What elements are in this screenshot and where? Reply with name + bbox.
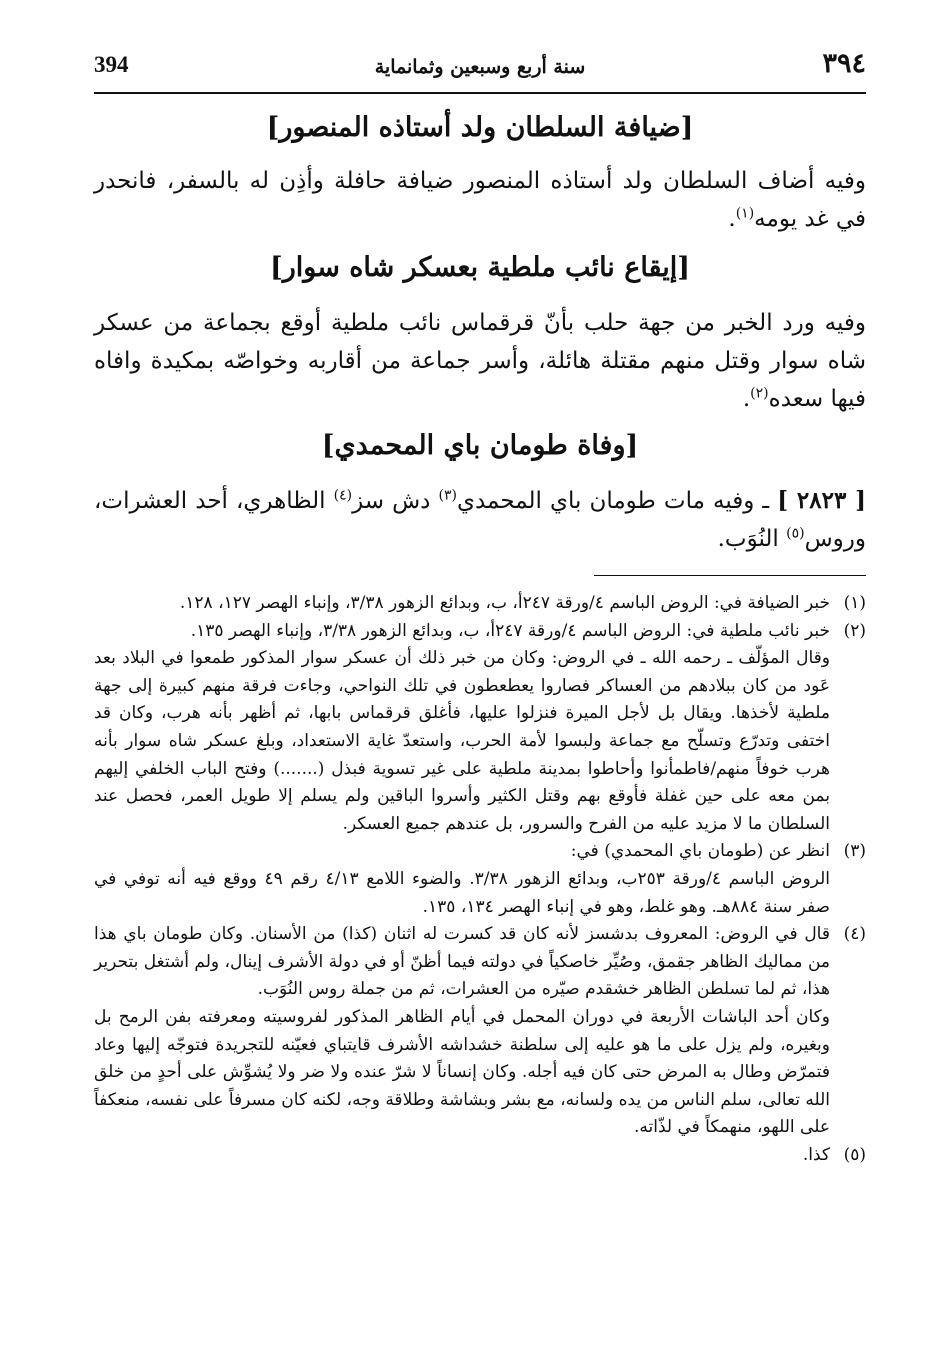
page-header <box>94 48 866 92</box>
footnote-number: (٤) <box>843 924 866 945</box>
footnote-ref: (٣) <box>438 487 457 504</box>
footnote <box>94 618 866 839</box>
footnote-text: كذا. <box>802 1144 830 1165</box>
footnote-text: وقال المؤلّف ـ رحمه الله ـ في الروض: وكان من خبر ذلك أن عسكر سوار المذكور طمعوا في البلاد بعد عَود من كان ببلادهم من العساكر فصاروا يعطعطون في تلك النواحي، وجاءت فرقة منهم كبيرة إلى جهة ملطية لأخذها. ويقال بل لأجل الميرة فنزلوا عليها، فأغلق قرقماس بابها، ثم أظهر بأنه هرب، وكان قد اختفى وتدرّع وتسلّح مع جماعة ولبسوا لأمة الحرب، واستعدّ غاية الاستعداد، وبلغ عسكر شاه سوار بأنه هرب خوفاً منهم/فاطمأنوا وأحاطوا بمدينة ملطية على غير تسوية فبذل (.......) وفتح الباب الخلفي إليهم بمن معه على حين غفلة فأوقع بهم وقتل الكثير وأسروا الباقين ولم يسلم إلا طويل العمر، فحصل عند السلطان ما لا مزيد عليه من الفرح والسرور، بل عندهم جميع العسكر. <box>94 648 830 834</box>
footnote-text: خبر الضيافة في: الروض الباسم ٤/ورقة ٢٤٧أ، ب، وبدائع الزهور ٣/٣٨، وإنباء الهصر ١٢٧، ١٢٨. <box>179 593 830 613</box>
biography-entry <box>94 482 866 558</box>
footnote-ref: (١) <box>735 205 755 222</box>
footnote-text: قال في الروض: المعروف بدشسز لأنه كان قد كسرت له اثنان (كذا) من الأسنان. وكان طومان باي هذا من مماليك الظاهر جقمق، وصُيِّر خاصكياً في دولته فيما أظنّ أو في دولة الأشرف إينال، ولم أشتغل بتحرير هذا، ثم لما تسلطن الظاهر خشقدم صيّره من العشرات، ثم من جملة روس النُوَب. <box>94 924 830 1000</box>
footnote-ref: (٤) <box>333 487 353 504</box>
footnote-number: (٢) <box>843 620 866 641</box>
footnote-number: (٣) <box>843 841 866 862</box>
header-rule <box>94 92 866 94</box>
paragraph-tail: . <box>742 386 751 412</box>
entry-number: [ ٢٨٢٣ ] <box>777 487 866 514</box>
page-number-latin: 394 <box>94 52 129 77</box>
footnote <box>94 838 866 921</box>
page-number-arabic: ٣٩٤ <box>822 48 866 79</box>
footnote-text: وكان أحد الباشات الأربعة في دوران المحمل في أيام الظاهر المذكور لفروسيته ومعرفته بفن الرمح بل وبغيره، ولم يزل على ما هو عليه إلى سلطنة خشداشه الأشرف قايتباي فعيّنه للتجريدة فتوجّه إليها وعاد فتمرّض وطال به المرض حتى كان فيه أجله. وكان إنساناً لا شرّ عنده ولا ضر ولا يُشوِّش على أحدٍ من خلق الله تعالى، سلم الناس من يده ولسانه، مع بشر وبشاشة وطلاقة وجه، لكنه كان مسرفاً على نفسه، منعكفاً على اللهو، منهمكاً في لذّاته. <box>94 1006 830 1138</box>
footnote-text: انظر عن (طومان باي المحمدي) في: <box>570 841 830 862</box>
footnote-number: (٥) <box>843 1144 866 1165</box>
section-heading: [وفاة طومان باي المحمدي] <box>321 430 639 461</box>
paragraph-tail: . <box>728 206 736 232</box>
section-heading: [إيقاع نائب ملطية بعسكر شاه سوار] <box>269 252 691 283</box>
section-paragraph <box>94 162 866 238</box>
footnote-ref: (٥) <box>786 525 805 542</box>
entry-text: الظاهري، أحد العشرات، وروس <box>94 488 866 552</box>
paragraph-text: وفيه ورد الخبر من جهة حلب بأنّ قرقماس نائب ملطية أوقع بجماعة من عسكر شاه سوار وقتل منهم مقتلة هائلة، وأسر جماعة من أقاربه وخواصّه بمكيدة وافاه فيها سعده <box>94 310 866 412</box>
footnote <box>94 921 866 1142</box>
footnote-ref: (٢) <box>750 385 769 402</box>
footnote-text: الروض الباسم ٤/ورقة ٢٥٣ب، وبدائع الزهور ٣/٣٨. والضوء اللامع ٤/١٣ رقم ٤٩ ووقع فيه أنه توفي في صفر سنة ٨٨٤هـ. وهو غلط، وهو في إنباء الهصر ١٣٤، ١٣٥. <box>94 868 831 917</box>
footnotes <box>94 590 866 1169</box>
footnote-text: خبر نائب ملطية في: الروض الباسم ٤/ورقة ٢٤٧أ، ب، وبدائع الزهور ٣/٣٨، وإنباء الهصر ١٣٥. <box>190 620 830 641</box>
section-heading: [ضيافة السلطان ولد أستاذه المنصور] <box>266 112 694 143</box>
paragraph-text: وفيه أضاف السلطان ولد أستاذه المنصور ضيافة حافلة وأذِن له بالسفر، فانحدر في غد يومه <box>94 168 866 232</box>
footnote-number: (١) <box>843 593 866 613</box>
entry-text: النُوَب. <box>717 526 787 552</box>
section-paragraph <box>94 304 866 418</box>
entry-text: ـ وفيه مات طومان باي المحمدي <box>456 488 770 514</box>
footnote <box>94 1142 866 1170</box>
footnote <box>94 590 866 618</box>
footnote-separator <box>594 575 866 576</box>
running-title: سنة أربع وسبعين وثمانماية <box>374 56 586 78</box>
entry-text: دش سز <box>352 488 439 514</box>
